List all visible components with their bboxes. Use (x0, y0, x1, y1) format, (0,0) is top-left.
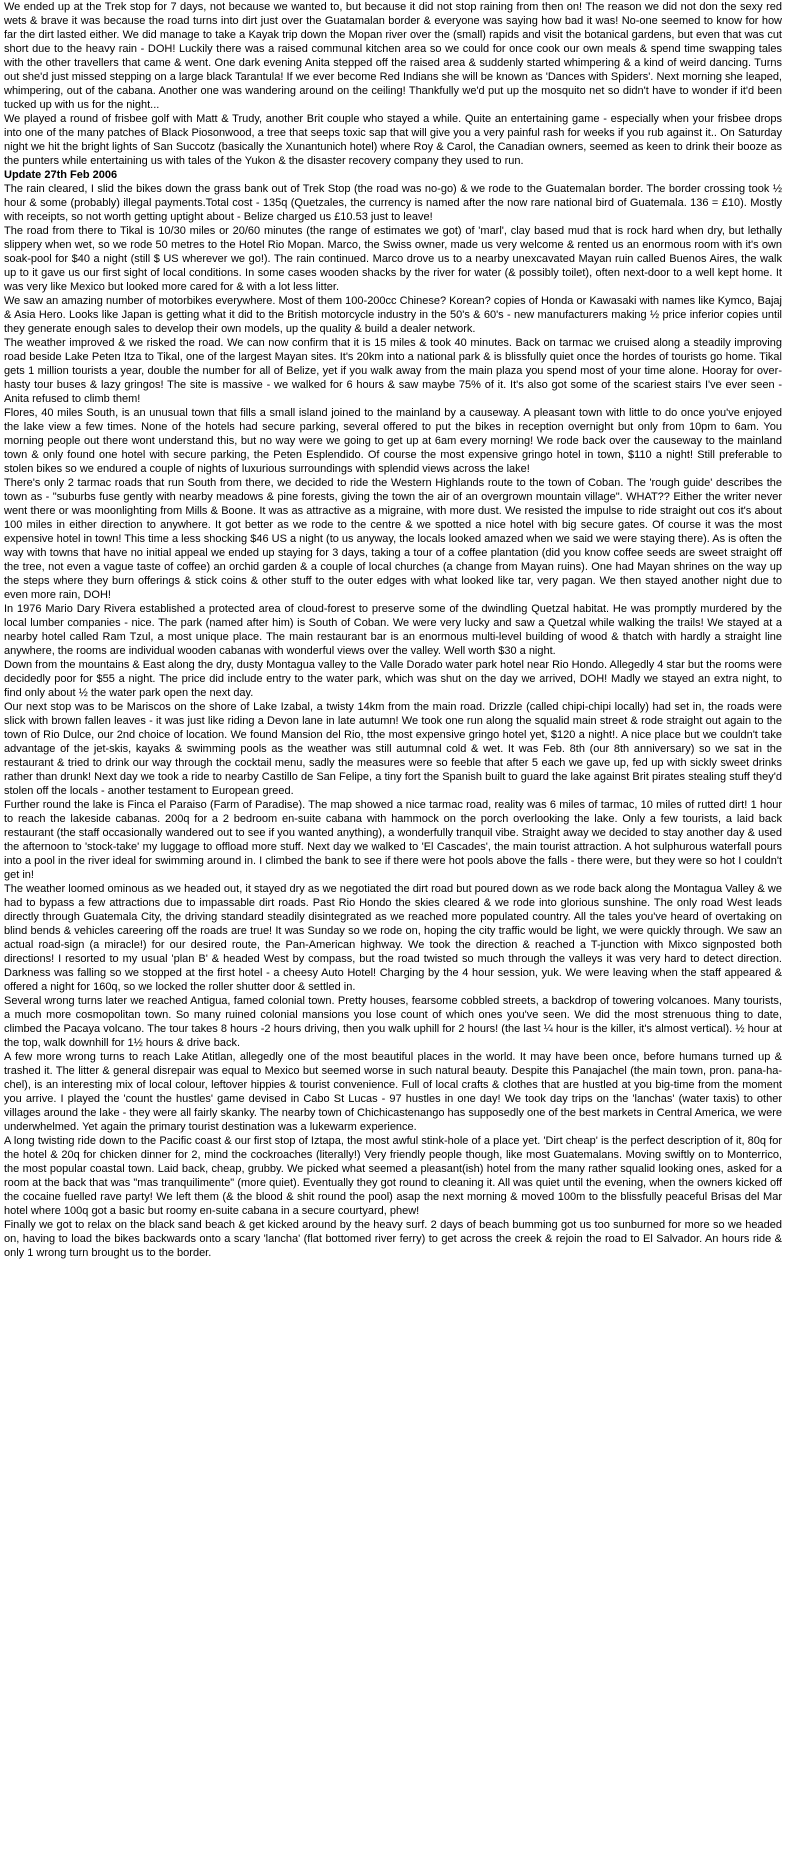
paragraph-lake-atitlan: A few more wrong turns to reach Lake Atitlan, allegedly one of the most beautiful places in the world. It may have been once, before humans turned up & trashed it. The litter & general disrepair was equal to Mexico but seemed worse in such natural beauty. Despite this Panajachel (the main town, pron. pana-ha-chel), is an interesting mix of local colour, leftover hippies & tourist convenience. Full of local crafts & clothes that are hustled at you big-time from the moment you arrive. I played the 'count the hustles' game devised in Cabo St Lucas - 97 hustles in one day! We took day trips on the 'lanchas' (water taxis) to other villages around the lake - they were all fairly skanky. The nearby town of Chichicastenango has supposedly one of the best markets in Central America, we were underwhelmed. Yet again the primary tourist destination was a lukewarm experience. (4, 1051, 782, 1133)
paragraph-finca-el-paraiso: Further round the lake is Finca el Paraiso (Farm of Paradise). The map showed a nice tarmac road, reality was 6 miles of tarmac, 10 miles of rutted dirt! 1 hour to reach the lakeside cabanas. 200q for a 2 bedroom en-suite cabana with hammock on the porch overlooking the lake. Only a few tourists, a laid back restaurant (the staff occasionally wandered out to see if you wanted anything), a wonderfully tranquil vibe. Straight away we decided to stay another day & used the afternoon to 'stock-take' my luggage to offload more stuff. Next day we walked to 'El Cascades', the main tourist attraction. A hot sulphurous waterfall pours into a pool in the river ideal for swimming around in. I climbed the bank to see if there were hot pools above the falls - there were, but they were so hot I couldn't get in! (4, 799, 782, 881)
paragraph-coban: There's only 2 tarmac roads that run South from there, we decided to ride the Western Highlands route to the town of Coban. The 'rough guide' describes the town as - "suburbs fuse gently with nearby meadows & pine forests, giving the town the air of an overgrown mountain village". WHAT?? Either the writer never went there or was moonlighting from Mills & Boone. It was as attractive as a migraine, with more dust. We resisted the impulse to ride straight out cos it's about 100 miles in either direction to anywhere. It got better as we rode to the centre & we spotted a nice hotel with big secure gates. Of course it was the most expensive hotel in town! This time a less shocking $46 US a night (to us anyway, the locals looked amazed when we said we were staying there). As is often the way with towns that have no initial appeal we ended up staying for 3 days, taking a tour of a coffee plantation (did you know coffee seeds are sweet straight off the tree, not even a vague taste of coffee) an orchid garden & a couple of local churches (a change from Mayan ruins). One had Mayan shrines on the way up the steps where they burn offerings & stick coins & other stuff to the outer edges with what looked like tar, very pagan. We then stayed another night due to even more rain, DOH! (4, 477, 782, 601)
paragraph-tikal: The weather improved & we risked the road. We can now confirm that it is 15 miles & took 40 minutes. Back on tarmac we cruised along a steadily improving road beside Lake Peten Itza to Tikal, one of the largest Mayan sites. It's 20km into a national park & is blissfully quiet once the hordes of tourists go home. Tikal gets 1 million tourists a year, double the number for all of Belize, yet if you walk away from the main plaza you spend most of your time alone. Hooray for over-hasty tour buses & lazy gringos! The site is massive - we walked for 6 hours & saw maybe 75% of it. It's also got some of the scariest stairs I've ever seen - Anita refused to climb them! (4, 337, 782, 405)
paragraph-trek-stop-rain: We ended up at the Trek stop for 7 days, not because we wanted to, but because it did not stop raining from then on! The reason we did not don the sexy red wets & brave it was because the road turns into dirt just over the Guatamalan border & everyone was saying how bad it was! No-one seemed to know for how far the dirt lasted either. We did manage to take a Kayak trip down the Mopan river over the (small) rapids and visit the botanical gardens, but even that was cut short due to the heavy rain - DOH! Luckily there was a raised communal kitchen area so we could for once cook our own meals & spend time swapping tales with the other travellers that came & went. One dark evening Anita stepped off the raised area & suddenly started whimpering & a kind of weird dancing. Turns out she'd just missed stepping on a large black Tarantula! If we ever become Red Indians she will be known as 'Dances with Spiders'. Next morning she leaped, whimpering, out of the cabana. Another one was wandering around on the ceiling! Thankfully we'd put up the mosquito net so didn't have to wonder if it'd been tucked up with us for the night... (4, 1, 782, 111)
paragraph-valle-dorado: Down from the mountains & East along the dry, dusty Montagua valley to the Valle Dorado water park hotel near Rio Hondo. Allegedly 4 star but the rooms were decidedly poor for $55 a night. The price did include entry to the water park, which was shut on the day we arrived, DOH! Madly we stayed an extra night, to find only about ½ the water park open the next day. (4, 659, 782, 699)
paragraph-antigua: Several wrong turns later we reached Antigua, famed colonial town. Pretty houses, fearsome cobbled streets, a backdrop of towering volcanoes. Many tourists, a much more cosmopolitan town. So many ruined colonial mansions you lose count of which ones you've seen. We did the most strenuous thing to date, climbed the Pacaya volcano. The tour takes 8 hours -2 hours driving, then you walk uphill for 2 hours! (the last ¼ hour is the killer, it's almost vertical). ½ hour at the top, walk downhill for 1½ hours & drive back. (4, 995, 782, 1049)
paragraph-el-salvador: Finally we got to relax on the black sand beach & get kicked around by the heavy surf. 2 days of beach bumming got us too sunburned for more so we headed on, having to load the bikes backwards onto a scary 'lancha' (flat bottomed river ferry) to get across the creek & rejoin the road to El Salvador. An hours ride & only 1 wrong turn brought us to the border. (4, 1219, 782, 1259)
paragraph-quetzal-park: In 1976 Mario Dary Rivera established a protected area of cloud-forest to preserve some of the dwindling Quetzal habitat. He was promptly murdered by the local lumber companies - nice. The park (named after him) is South of Coban. We were very lucky and saw a Quetzal while walking the trails! We stayed at a nearby hotel called Ram Tzul, a most unique place. The main restaurant bar is an enormous multi-level building of wood & thatch with hardly a straight line anywhere, the rooms are individual wooden cabanas with wonderful views over the valley. Well worth $30 a night. (4, 603, 782, 657)
travel-journal-text (4, 0, 782, 1260)
paragraph-border-crossing: The rain cleared, I slid the bikes down the grass bank out of Trek Stop (the road was no-go) & we rode to the Guatemalan border. The border crossing took ½ hour & some (probably) illegal payments.Total cost - 135q (Quetzales, the currency is named after the now rare national bird of Guatemala. 136 = £10). Mostly with receipts, so not worth getting uptight about - Belize charged us £10.53 just to leave! (4, 183, 782, 223)
paragraph-road-to-tikal: The road from there to Tikal is 10/30 miles or 20/60 minutes (the range of estimates we got) of 'marl', clay based mud that is rock hard when dry, but lethally slippery when wet, so we rode 50 metres to the Hotel Rio Mopan. Marco, the Swiss owner, made us very welcome & rented us an enormous room with it's own soak-pool for $40 a night (still $ US wherever we go!). The rain continued. Marco drove us to a nearby unexcavated Mayan ruin called Buenos Aires, the walk up to it gave us our first sight of local conditions. In some cases wooden shacks by the river for water (& possibly toilet), often next-door to a well kept home. It was very like Mexico but looked more cared for & with a lot less litter. (4, 225, 782, 293)
paragraph-guatemala-city: The weather loomed ominous as we headed out, it stayed dry as we negotiated the dirt road but poured down as we rode back along the Montagua Valley & we had to bypass a few attractions due to impassable dirt roads. Past Rio Hondo the skies cleared & we rode into glorious sunshine. The only road West leads directly through Guatemala City, the driving standard steadily disintegrated as we reached more populated country. All the tales you've heard of overtaking on blind bends & vehicles careering off the roads are true! It was Sunday so we rode on, hoping the city traffic would be light, we were quickly through. We saw an actual road-sign (a miracle!) for our desired route, the Pan-American highway. We took the direction & reached a T-junction with Mixco signposted both directions! I resorted to my usual 'plan B' & headed West by compass, but the road twisted so much through the valleys it was very hard to detect direction. Darkness was falling so we stopped at the first hotel - a cheesy Auto Hotel! Charging by the 4 hour session, yuk. We were leaving when the staff appeared & offered a night for 160q, so we locked the roller shutter door & settled in. (4, 883, 782, 993)
paragraph-frisbee-golf: We played a round of frisbee golf with Matt & Trudy, another Brit couple who stayed a while. Quite an entertaining game - especially when your frisbee drops into one of the many patches of Black Piosonwood, a tree that seeps toxic sap that will give you a very painful rash for weeks if you rub against it.. On Saturday night we hit the bright lights of San Succotz (basically the Xunantunich hotel) where Roy & Carol, the Canadian owners, seemed as keen to drink their booze as the punters while entertaining us with tales of the Yukon & the disaster recovery company they used to run. (4, 113, 782, 167)
paragraph-rio-dulce: Our next stop was to be Mariscos on the shore of Lake Izabal, a twisty 14km from the main road. Drizzle (called chipi-chipi locally) had set in, the roads were slick with brown fallen leaves - it was just like riding a Devon lane in late autumn! We took one run along the squalid main street & rode straight out again to the town of Rio Dulce, our 2nd choice of location. We found Mansion del Rio, tthe most expensive gringo hotel yet, $120 a night!. A nice place but we couldn't take advantage of the jet-skis, kayaks & swimming pools as the weather was still autumnal cold & wet. It was Feb. 8th (our 8th anniversary) so we sat in the restaurant & tried to drink our way through the cocktail menu, sadly the measures were so feeble that after 5 each we gave up, fed up with sickly sweet drinks rather than drunk! Next day we took a ride to nearby Castillo de San Felipe, a tiny fort the Spanish built to guard the lake against Brit pirates stealing stuff they'd stolen off the locals - another testament to European greed. (4, 701, 782, 797)
update-heading: Update 27th Feb 2006 (4, 169, 118, 181)
paragraph-pacific-coast: A long twisting ride down to the Pacific coast & our first stop of Iztapa, the most awful stink-hole of a place yet. 'Dirt cheap' is the perfect description of it, 80q for the hotel & 20q for chicken dinner for 2, mind the cockroaches (literally!) Very friendly people though, like most Guatemalans. Moving swiftly on to Monterrico, the most popular coastal town. Laid back, cheap, grubby. We picked what seemed a pleasant(ish) hotel from the many rather squalid looking ones, asked for a room at the back that was "mas tranquilimente" (more quiet). Eventually they got round to cleaning it. All was quiet until the evening, when the owners kicked off the cocaine fuelled rave party! We left them (& the blood & shit round the pool) asap the next morning & moved 100m to the blissfully peaceful Brisas del Mar hotel where 100q got a basic but roomy en-suite cabana in a secure courtyard, phew! (4, 1135, 782, 1217)
paragraph-motorbikes: We saw an amazing number of motorbikes everywhere. Most of them 100-200cc Chinese? Korean? copies of Honda or Kawasaki with names like Kymco, Bajaj & Asia Hero. Looks like Japan is getting what it did to the British motorcycle industry in the 50's & 60's - new manufacturers making ½ price inferior copies until they generate enough sales to develop their own models, up the quality & build a dealer network. (4, 295, 782, 335)
paragraph-flores: Flores, 40 miles South, is an unusual town that fills a small island joined to the mainland by a causeway. A pleasant town with little to do once you've enjoyed the lake view a few times. None of the hotels had secure parking, several offered to put the bikes in reception overnight but only from 10pm to 6am. You morning people out there wont understand this, but no way were we going to get up at 6am every morning! We rode back over the causeway to the mainland town & only found one hotel with secure parking, the Peten Esplendido. Of course the most expensive gringo hotel in town, $110 a night! Still preferable to stolen bikes so we endured a couple of nights of luxurious surroundings with splendid views across the lake! (4, 407, 782, 475)
